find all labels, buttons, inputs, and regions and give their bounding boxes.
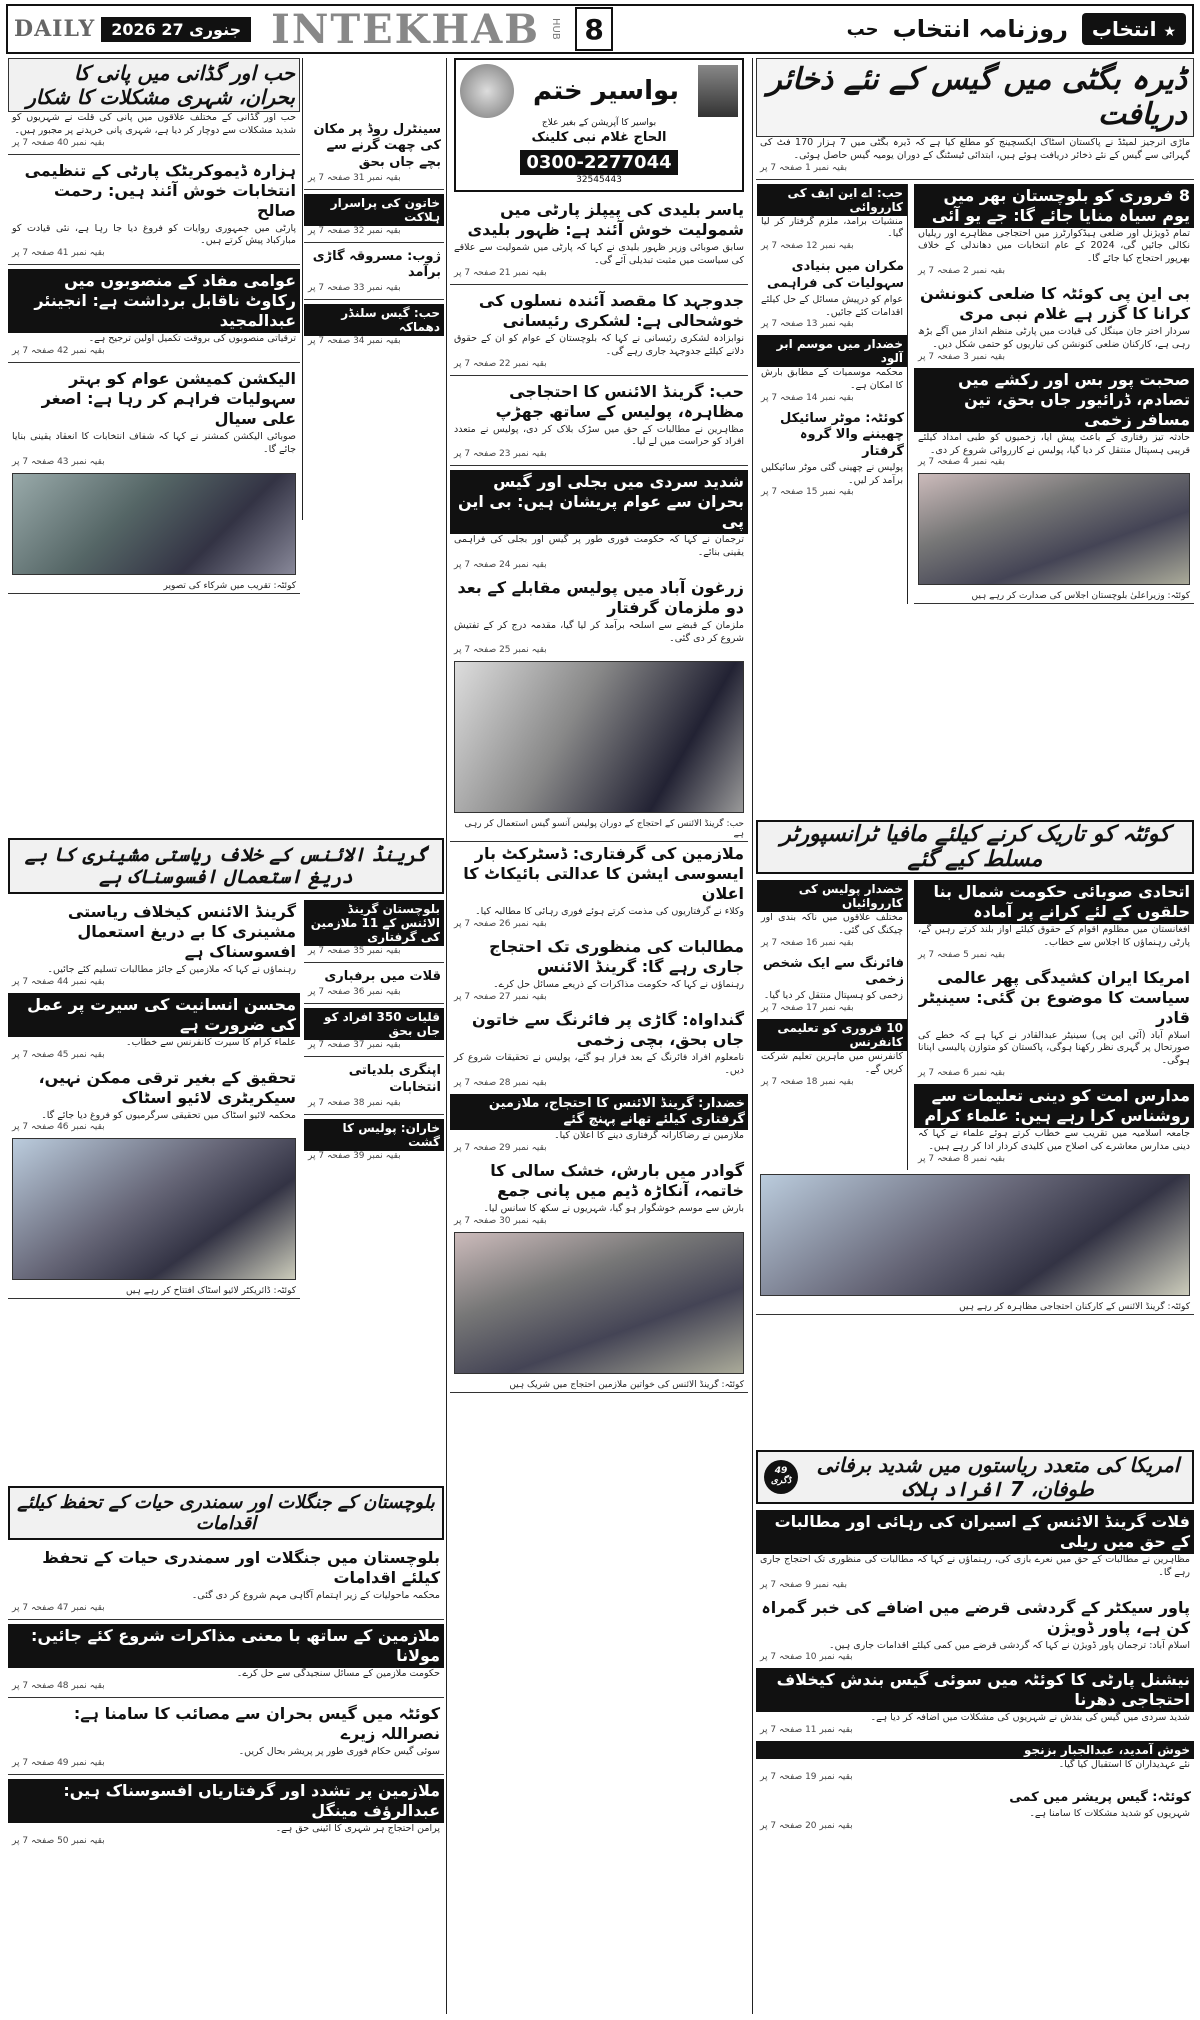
story-body: صوبائی الیکشن کمشنر نے کہا کہ شفاف انتخابات کا انعقاد یقینی بنایا جائے گا۔: [12, 431, 296, 455]
lion-logo-icon: [460, 64, 514, 118]
continued-note: بقیہ نمبر 43 صفحہ 7 پر: [12, 456, 105, 467]
brief-headline: بلوچستان گرینڈ الائنس کے 11 ملازمین کی گرفتاری: [304, 900, 444, 946]
continued-note: بقیہ نمبر 17 صفحہ 7 پر: [761, 1002, 854, 1013]
story-body: ملزمان کے قبضے سے اسلحہ برآمد کر لیا گیا، مقدمہ درج کر کے تفتیش شروع کر دی گئی۔: [454, 619, 744, 644]
story-body: شدید سردی میں گیس کی بندش نے شہریوں کی مشکلات میں اضافہ کر دیا ہے۔: [870, 1712, 1190, 1724]
continued-note: بقیہ نمبر 9 صفحہ 7 پر: [760, 1579, 847, 1590]
lead-headline: ڈیرہ بگٹی میں گیس کے نئے ذخائر دریافت: [756, 58, 1194, 137]
story-headline: ملازمین کے ساتھ با معنی مذاکرات شروع کئے جائیں: مولانا: [8, 1624, 444, 1668]
brief-body: نئے عہدیداران کا استقبال کیا گیا۔: [1058, 1759, 1190, 1771]
separator: [450, 375, 748, 376]
ad-line: بواسیر کا آپریشن کے بغیر علاج: [541, 118, 657, 128]
brief: [304, 1008, 444, 1050]
story-body: مظاہرین نے مطالبات کے حق میں نعرے بازی کی، رہنماؤں نے کہا کہ مطالبات کی منظوری تک احتجاج جاری رہے گا۔: [760, 1554, 1190, 1578]
story-headline: بلوچستان میں جنگلات اور سمندری حیات کے تحفظ کیلئے اقدامات: [42, 1548, 440, 1587]
ad-phone2: 32545443: [576, 174, 622, 185]
masthead-urdu: [847, 13, 1192, 45]
news-photo: [12, 1138, 296, 1280]
story-body: وکلاء نے گرفتاریوں کی مذمت کرتے ہوئے فوری رہائی کا مطالبہ کیا۔: [475, 906, 744, 918]
separator: [756, 179, 1194, 180]
story-headline: 8 فروری کو بلوچستان بھر میں یوم سیاہ منایا جائے گا: جے یو آئی: [914, 184, 1194, 228]
banner-america: [756, 1450, 1194, 1504]
continued-note: بقیہ نمبر 23 صفحہ 7 پر: [454, 449, 547, 460]
brief-headline: حب: اے این ایف کی کارروائی: [757, 184, 907, 216]
continued-note: بقیہ نمبر 40 صفحہ 7 پر: [12, 137, 105, 148]
separator: [304, 962, 444, 963]
brief: [757, 184, 907, 252]
clinic-advertisement: [454, 58, 744, 192]
banner-grand-alliance: [8, 838, 444, 894]
story-headline: صحبت پور بس اور رکشے میں تصادم، ڈرائیور جاں بحق، تین مسافر زخمی: [914, 368, 1194, 432]
photo-caption: کوئٹہ: ڈائریکٹر لائیو اسٹاک افتتاح کر رہے ہیں: [8, 1284, 300, 1299]
continued-note: بقیہ نمبر 19 صفحہ 7 پر: [760, 1772, 853, 1783]
left-column-bottom: [8, 1546, 444, 2014]
story-body: ترقیاتی منصوبوں کی بروقت تکمیل اولین ترجیح ہے۔: [88, 333, 296, 345]
brief: [757, 1019, 907, 1087]
continued-note: بقیہ نمبر 37 صفحہ 7 پر: [308, 1040, 401, 1051]
brief: [757, 257, 907, 329]
column-divider: [302, 58, 303, 520]
story-body: مظاہرین نے مطالبات کے حق میں سڑک بلاک کر دی، پولیس نے متعدد افراد کو حراست میں لے لیا۔: [454, 423, 744, 448]
story: [450, 1008, 748, 1088]
story: [8, 1779, 444, 1846]
brief: [757, 954, 907, 1013]
masthead-date: 2026 جنوری 27: [101, 17, 251, 42]
column-divider: [752, 58, 753, 2014]
photo-caption: حب: گرینڈ الائنس کے احتجاج کے دوران پولیس آنسو گیس استعمال کر رہی ہے: [450, 817, 748, 842]
continued-note: بقیہ نمبر 21 صفحہ 7 پر: [454, 267, 547, 278]
story-body: ترجمان نے کہا کہ حکومت فوری طور پر گیس اور بجلی کی فراہمی یقینی بنائے۔: [454, 534, 744, 558]
continued-note: بقیہ نمبر 5 صفحہ 7 پر: [918, 949, 1005, 960]
brief: [757, 335, 907, 403]
continued-note: بقیہ نمبر 48 صفحہ 7 پر: [12, 1680, 105, 1691]
left-narrow-column: [304, 120, 444, 830]
separator: [450, 465, 748, 466]
separator: [304, 242, 444, 243]
ad-phone[interactable]: 0300-2277044: [520, 150, 677, 175]
brief: [304, 1119, 444, 1161]
doctor-portrait: [698, 65, 738, 117]
story-body: رہنماؤں نے کہا کہ ملازمین کے جائز مطالبات تسلیم کئے جائیں۔: [47, 964, 296, 975]
continued-note: بقیہ نمبر 6 صفحہ 7 پر: [918, 1068, 1005, 1079]
story: [756, 1668, 1194, 1735]
separator: [304, 299, 444, 300]
continued-note: بقیہ نمبر 15 صفحہ 7 پر: [761, 487, 854, 498]
right-column: [756, 58, 1194, 818]
story: [450, 289, 748, 369]
separator: [8, 1774, 444, 1775]
banner-grand-text: گرینڈ الائنس کے خلاف ریاستی مشینری کا بے دریغ استعمال افسوسناک ہے: [24, 844, 428, 888]
brief-headline: حب: گیس سلنڈر دھماکہ: [304, 304, 444, 336]
continued-note: بقیہ نمبر 1 صفحہ 7 پر: [760, 162, 847, 173]
continued-note: بقیہ نمبر 13 صفحہ 7 پر: [761, 319, 854, 330]
photo-caption: کوئٹہ: گرینڈ الائنس کے کارکنان احتجاجی مظاہرہ کر رہے ہیں: [756, 1300, 1194, 1315]
story-headline: یاسر بلیدی کی پیپلز پارٹی میں شمولیت خوش آئند ہے: ظہور بلیدی: [467, 200, 744, 240]
story-body: پرامن احتجاج ہر شہری کا آئینی حق ہے۔: [275, 1823, 440, 1835]
story-body: حکومت ملازمین کے مسائل سنجیدگی سے حل کرے۔: [236, 1667, 440, 1679]
brief-headline: سینٹرل روڈ پر مکان کی چھت گرنے سے بچے جاں بحق: [313, 122, 441, 170]
story: [914, 880, 1194, 960]
story-headline: ہزارہ ڈیموکریٹک پارٹی کے تنظیمی انتخابات خوش آئند ہیں: رحمت صالح: [24, 160, 296, 220]
brief-body: مختلف علاقوں میں ناکہ بندی اور چیکنگ کی گئی۔: [761, 912, 903, 936]
story-headline: محسن انسانیت کی سیرت پر عمل کی ضرورت ہے: [8, 993, 300, 1037]
story-headline: ملازمین پر تشدد اور گرفتاریاں افسوسناک ہیں: عبدالرؤف مینگل: [8, 1779, 444, 1823]
story-body: اسلام آباد: ترجمان پاور ڈویژن نے کہا کہ گردشی قرضے میں کمی کیلئے اقدامات جاری ہیں۔: [829, 1639, 1190, 1651]
continued-note: بقیہ نمبر 14 صفحہ 7 پر: [761, 393, 854, 403]
continued-note: بقیہ نمبر 30 صفحہ 7 پر: [454, 1215, 547, 1226]
news-photo: [760, 1174, 1190, 1296]
continued-note: بقیہ نمبر 41 صفحہ 7 پر: [12, 248, 105, 259]
story-headline: کوئٹہ میں گیس بحران سے مصائب کا سامنا ہے: نصراللہ زیرے: [73, 1703, 440, 1743]
story: [8, 159, 300, 259]
brief: [304, 967, 444, 997]
banner-america-text: امریکا کی متعدد ریاستوں میں شدید برفانی طوفان، 7 افراد ہلاک: [816, 1453, 1180, 1501]
continued-note: بقیہ نمبر 50 صفحہ 7 پر: [12, 1836, 105, 1847]
continued-note: بقیہ نمبر 44 صفحہ 7 پر: [12, 976, 105, 987]
masthead-logo-text: انتخاب: [1091, 17, 1157, 41]
star-icon: ★: [1163, 24, 1176, 40]
photo-caption: کوئٹہ: گرینڈ الائنس کی خواتین ملازمین احتجاج میں شریک ہیں: [450, 1378, 748, 1393]
story: [450, 198, 748, 278]
story: [8, 993, 300, 1060]
brief: [304, 900, 444, 956]
brief-body: زخمی کو ہسپتال منتقل کر دیا گیا۔: [763, 990, 903, 1002]
story-body: محکمہ لائیو اسٹاک میں تحقیقی سرگرمیوں کو فروغ دیا جائے گا۔: [41, 1109, 296, 1121]
brief-headline: اپنگری بلدیاتی انتخابات: [348, 1063, 441, 1095]
story: [914, 1084, 1194, 1164]
story-headline: گنداواہ: گاڑی پر فائرنگ سے خاتون جاں بحق، بچی زخمی: [472, 1010, 744, 1050]
brief: [756, 1788, 1194, 1831]
photo-caption: کوئٹہ: تقریب میں شرکاء کی تصویر: [8, 579, 300, 594]
ad-title: بواسیر ختم: [532, 76, 680, 106]
masthead: [6, 4, 1194, 54]
continued-note: بقیہ نمبر 27 صفحہ 7 پر: [454, 992, 547, 1003]
right-lower-split: [756, 880, 1194, 1170]
separator: [304, 1003, 444, 1004]
middle-column: [450, 58, 748, 2014]
story: [8, 1624, 444, 1691]
continued-note: بقیہ نمبر 3 صفحہ 7 پر: [918, 351, 1005, 362]
banner-balochistan: [8, 1486, 444, 1540]
story-body: بارش سے موسم خوشگوار ہو گیا، شہریوں نے سکھ کا سانس لیا۔: [483, 1202, 744, 1214]
story-headline: پاور سیکٹر کے گردشی قرضے میں اضافے کی خبر گمراہ کن ہے، پاور ڈویژن: [761, 1597, 1190, 1637]
brief-body: شہریوں کو شدید مشکلات کا سامنا ہے۔: [1029, 1808, 1190, 1820]
banner-quetta: [756, 820, 1194, 874]
story-body: نوابزادہ لشکری رئیسانی نے کہا کہ بلوچستان کے عوام کو ان کے حقوق دلانے کیلئے جدوجہد جاری رہے گی۔: [454, 332, 744, 357]
story-body: نامعلوم افراد فائرنگ کے بعد فرار ہو گئے، پولیس نے تحقیقات شروع کر دیں۔: [454, 1052, 744, 1076]
separator: [450, 284, 748, 285]
story: [8, 1066, 300, 1133]
story: [450, 470, 748, 570]
story-headline: مطالبات کی منظوری تک احتجاج جاری رہے گا: گرینڈ الائنس: [489, 937, 744, 977]
right-column-bottom: [756, 1510, 1194, 2014]
left-column: [8, 58, 300, 838]
story: [914, 966, 1194, 1078]
story: [8, 1546, 444, 1613]
news-photo: [454, 1232, 744, 1374]
brief: [304, 247, 444, 294]
brief-body: محکمہ موسمیات کے مطابق بارش کا امکان ہے۔: [761, 367, 903, 392]
continued-note: بقیہ نمبر 4 صفحہ 7 پر: [918, 457, 1005, 468]
story-headline: جدوجہد کا مقصد آئندہ نسلوں کی خوشحالی ہے: لشکری رئیسانی: [478, 290, 744, 330]
left-narrow-column-mid: [304, 900, 444, 1480]
continued-note: بقیہ نمبر 25 صفحہ 7 پر: [454, 645, 547, 656]
brief-headline: خاران: پولیس کا گشت: [304, 1119, 444, 1151]
brief-headline: قلیات 350 افراد کو جاں بحق: [304, 1008, 444, 1040]
separator: [304, 1056, 444, 1057]
story: [914, 184, 1194, 276]
continued-note: بقیہ نمبر 32 صفحہ 7 پر: [308, 225, 401, 236]
separator: [8, 154, 300, 155]
continued-note: بقیہ نمبر 33 صفحہ 7 پر: [308, 283, 401, 294]
continued-note: بقیہ نمبر 24 صفحہ 7 پر: [454, 559, 547, 570]
continued-note: بقیہ نمبر 29 صفحہ 7 پر: [454, 1142, 547, 1153]
brief: [757, 409, 907, 497]
continued-note: بقیہ نمبر 36 صفحہ 7 پر: [308, 987, 401, 998]
story-headline: مدارس امت کو دینی تعلیمات سے روشناس کرا رہے ہیں: علماء کرام: [914, 1084, 1194, 1128]
separator: [304, 189, 444, 190]
story-body: سوئی گیس حکام فوری طور پر پریشر بحال کریں۔: [238, 1745, 440, 1757]
brief-headline: خاتون کی پراسرار ہلاکت: [304, 194, 444, 226]
continued-note: بقیہ نمبر 28 صفحہ 7 پر: [454, 1077, 547, 1088]
temperature-badge: 49 ڈگری: [764, 1460, 798, 1494]
story-body: علماء کرام کا سیرت کانفرنس سے خطاب۔: [126, 1036, 296, 1048]
separator: [304, 1114, 444, 1115]
page-number: 8: [575, 7, 613, 51]
story-headline: خضدار: گرینڈ الائنس کا احتجاج، ملازمین گرفتاری کیلئے تھانے پہنچ گئے: [450, 1094, 748, 1131]
masthead-logo: [1082, 13, 1186, 45]
continued-note: بقیہ نمبر 20 صفحہ 7 پر: [760, 1821, 853, 1832]
masthead-city: حب: [846, 18, 879, 40]
masthead-hub: HUB: [550, 18, 562, 40]
story-headline: زرغون آباد میں پولیس مقابلے کے بعد دو ملزمان گرفتار: [457, 577, 744, 617]
masthead-urdu-title: روزنامہ انتخاب: [892, 15, 1068, 43]
story-body: ملازمین نے رضاکارانہ گرفتاری دینے کا اعلان کیا۔: [554, 1130, 744, 1142]
continued-note: بقیہ نمبر 2 صفحہ 7 پر: [918, 266, 1005, 277]
banner-balochistan-text: بلوچستان کے جنگلات اور سمندری حیات کے تحفظ کیلئے اقدامات: [17, 1492, 435, 1534]
brief: [304, 120, 444, 183]
story-headline: تحقیق کے بغیر ترقی ممکن نہیں، سیکریٹری لائیو اسٹاک: [38, 1067, 296, 1107]
story: [450, 842, 748, 929]
brief: [304, 194, 444, 236]
brief: [757, 880, 907, 948]
story-lead-left: [8, 58, 300, 148]
story-lead: [756, 58, 1194, 173]
continued-note: بقیہ نمبر 31 صفحہ 7 پر: [308, 172, 401, 183]
story: [756, 1510, 1194, 1590]
separator: [8, 362, 300, 363]
continued-note: بقیہ نمبر 45 صفحہ 7 پر: [12, 1049, 105, 1060]
story-body: رہنماؤں نے کہا کہ حکومت مذاکرات کے ذریعے مسائل حل کرے۔: [493, 979, 744, 991]
story: [756, 1596, 1194, 1663]
story-headline: نیشنل پارٹی کا کوئٹہ میں سوئی گیس بندش کیخلاف احتجاجی دھرنا: [756, 1668, 1194, 1712]
continued-note: بقیہ نمبر 38 صفحہ 7 پر: [308, 1097, 401, 1108]
continued-note: بقیہ نمبر 16 صفحہ 7 پر: [761, 937, 854, 948]
brief-headline: خضدار پولیس کی کارروائیاں: [757, 880, 907, 912]
story: [450, 935, 748, 1002]
story-headline: فلات گرینڈ الائنس کے اسیران کی رہائی اور مطالبات کے حق میں ریلی: [756, 1510, 1194, 1554]
story-body: ماڑی انرجیز لمیٹڈ نے پاکستان اسٹاک ایکسچینج کو مطلع کیا ہے کہ ڈیرہ بگٹی میں 7 ہزار 170 فٹ کی گہرائی سے گیس کے نئے ذخائر دریافت ہوئے ہیں، ابتدائی ٹیسٹنگ کے دوران یومیہ گیس حاصل ہوئی۔: [760, 137, 1190, 161]
brief-headline: مکران میں بنیادی سہولیات کی فراہمی: [767, 259, 904, 291]
story-headline: گرینڈ الائنس کیخلاف ریاستی مشینری کا بے دریغ استعمال افسوسناک ہے: [67, 902, 296, 961]
news-photo: [12, 473, 296, 575]
right-main-stories: [914, 184, 1194, 605]
continued-note: بقیہ نمبر 12 صفحہ 7 پر: [761, 241, 854, 252]
story-headline: الیکشن کمیشن عوام کو بہتر سہولیات فراہم کر رہا ہے: اصغر علی سیال: [41, 369, 296, 429]
brief-body: پولیس نے چھینی گئی موٹر سائیکلیں برآمد کر لیں۔: [761, 461, 903, 486]
brief-headline: کوئٹہ: گیس پریشر میں کمی: [1009, 1790, 1191, 1806]
continued-note: بقیہ نمبر 39 صفحہ 7 پر: [308, 1150, 401, 1161]
continued-note: بقیہ نمبر 8 صفحہ 7 پر: [918, 1153, 1005, 1164]
story-headline: امریکا ایران کشیدگی پھر عالمی سیاست کا موضوع بن گئی: سینیٹر قادر: [918, 967, 1190, 1027]
continued-note: بقیہ نمبر 42 صفحہ 7 پر: [12, 346, 105, 357]
continued-note: بقیہ نمبر 34 صفحہ 7 پر: [308, 336, 401, 347]
brief-body: عوام کو درپیش مسائل کے حل کیلئے اقدامات کئے جائیں۔: [761, 293, 903, 318]
masthead-left: [8, 6, 613, 53]
story: [450, 576, 748, 656]
story: [450, 1159, 748, 1226]
story-headline: شدید سردی میں بجلی اور گیس بحران سے عوام پریشان ہیں: بی این پی: [450, 470, 748, 534]
brief-body: کانفرنس میں ماہرین تعلیم شرکت کریں گے۔: [761, 1050, 903, 1075]
lead-headline: حب اور گڈانی میں پانی کا بحران، شہری مشکلات کا شکار: [8, 58, 300, 112]
masthead-daily: DAILY: [14, 16, 96, 42]
right-split: [756, 184, 1194, 605]
separator: [8, 264, 300, 265]
brief-headline: 10 فروری کو تعلیمی کانفرنس: [757, 1019, 907, 1051]
left-column-mid: [8, 900, 300, 1480]
right-lower-main: [914, 880, 1194, 1170]
brief-body: منشیات برآمد، ملزم گرفتار کر لیا گیا۔: [761, 215, 903, 240]
separator: [8, 1697, 444, 1698]
story-body: حب اور گڈانی کے مختلف علاقوں میں پانی کی قلت نے شہریوں کو شدید مشکلات سے دوچار کر دیا ہے، شہری پانی خریدنے پر مجبور ہیں۔: [12, 112, 296, 136]
story-body: پارٹی میں جمہوری روایات کو فروغ دیا جا رہا ہے، نئی قیادت کو مبارکباد پیش کرتے ہیں۔: [12, 222, 296, 247]
brief: [304, 1061, 444, 1108]
story-body: اسلام آباد (آئی این پی) سینیٹر عبدالقادر نے کہا ہے کہ خطے کی صورتحال پر گہری نظر رکھنا ہوگی، پاکستان کو متوازن پالیسی اپنانا ہوگی۔: [918, 1029, 1190, 1067]
brief: [304, 304, 444, 346]
story-body: جامعہ اسلامیہ میں تقریب سے خطاب کرتے ہوئے علماء نے کہا کہ دینی مدارس معاشرے کی اصلاح میں کلیدی کردار ادا کر رہے ہیں۔: [918, 1128, 1190, 1152]
story-headline: گوادر میں بارش، خشک سالی کا خاتمہ، آنکاڑہ ڈیم میں پانی جمع: [490, 1160, 744, 1200]
brief-headline: ژوب: مسروقہ گاڑی برآمد: [312, 248, 441, 280]
continued-note: بقیہ نمبر 11 صفحہ 7 پر: [760, 1725, 853, 1736]
ad-header: [460, 64, 738, 118]
story-headline: بی این پی کوئٹہ کا ضلعی کنونشن کرانا کا گزر ہے غلام نبی مری: [919, 284, 1190, 324]
brief-headline: خضدار میں موسم ابر آلود: [757, 335, 907, 367]
news-photo: [918, 473, 1190, 585]
continued-note: بقیہ نمبر 35 صفحہ 7 پر: [308, 946, 401, 956]
continued-note: بقیہ نمبر 26 صفحہ 7 پر: [454, 919, 547, 930]
story-body: افغانستان میں مظلوم اقوام کے حقوق کیلئے آواز بلند کرتے رہیں گے، پارٹی رہنماؤں کا اجلاس سے خطاب۔: [918, 924, 1190, 948]
story-body: محکمہ ماحولیات کے زیر اہتمام آگاہی مہم شروع کر دی گئی۔: [191, 1590, 440, 1601]
story-headline: اتحادی صوبائی حکومت شمال بنا حلقوں کے لئے کرانے پر آمادہ: [914, 880, 1194, 924]
masthead-name: INTEKHAB: [271, 5, 541, 53]
story-headline: ملازمین کی گرفتاری: ڈسٹرکٹ بار ایسوسی ایشن کا عدالتی بائیکاٹ کا اعلان: [463, 844, 744, 904]
story: [450, 1094, 748, 1153]
story: [914, 282, 1194, 362]
continued-note: بقیہ نمبر 49 صفحہ 7 پر: [12, 1758, 105, 1769]
banner-quetta-text: کوئٹہ کو تاریک کرنے کیلئے مافیا ٹرانسپورٹر مسلط کیے گئے: [780, 822, 1170, 872]
brief-headline: کوئٹہ: موٹر سائیکل چھیننے والا گروہ گرفتار: [780, 411, 904, 459]
brief-headline: فائرنگ سے ایک شخص زخمی: [762, 955, 904, 987]
story: [8, 1702, 444, 1769]
story-body: حادثہ تیز رفتاری کے باعث پیش آیا، زخمیوں کو طبی امداد کیلئے قریبی ہسپتال منتقل کر دیا گیا، پولیس نے کارروائی شروع کر دی۔: [918, 431, 1190, 456]
continued-note: بقیہ نمبر 18 صفحہ 7 پر: [761, 1076, 854, 1087]
story-body: سابق صوبائی وزیر ظہور بلیدی نے کہا کہ پارٹی میں شمولیت سے علاقے کی سیاست میں مثبت تبدیلی آئے گی۔: [454, 242, 744, 267]
story: [450, 380, 748, 460]
photo-caption: کوئٹہ: وزیراعلیٰ بلوچستان اجلاس کی صدارت کر رہے ہیں: [914, 589, 1194, 604]
story: [914, 368, 1194, 468]
continued-note: بقیہ نمبر 10 صفحہ 7 پر: [760, 1652, 853, 1663]
brief-headline: خوش آمدید، عبدالجبار بزنجو: [756, 1741, 1194, 1759]
right-brief-column: [757, 184, 908, 605]
continued-note: بقیہ نمبر 22 صفحہ 7 پر: [454, 358, 547, 369]
continued-note: بقیہ نمبر 47 صفحہ 7 پر: [12, 1602, 105, 1613]
separator: [8, 1619, 444, 1620]
story-headline: عوامی مفاد کے منصوبوں میں رکاوٹ ناقابل برداشت ہے: انجینئر عبدالمجید: [8, 269, 300, 333]
column-divider: [446, 58, 447, 2014]
right-column-lower: [756, 880, 1194, 1440]
story: [8, 367, 300, 467]
story-body: سردار اختر جان مینگل کی قیادت میں پارٹی منظم انداز میں آگے بڑھ رہی ہے، کارکنان ضلعی کنونشن کی تیاریوں کو حتمی شکل دیں۔: [918, 326, 1190, 350]
story-body: تمام ڈویژنل اور ضلعی ہیڈکوارٹرز میں احتجاجی مظاہرے اور ریلیاں نکالی جائیں گی، 2024 کے عام انتخابات میں دھاندلی کے خلاف بھرپور احتجاج کیا جائے گا۔: [918, 227, 1190, 265]
story: [8, 900, 300, 987]
ad-clinic-name: الحاج غلام نبی کلینک: [531, 129, 667, 145]
story: [8, 269, 300, 356]
story-headline: حب: گرینڈ الائنس کا احتجاجی مظاہرہ، پولیس کے ساتھ جھڑپ: [495, 381, 744, 421]
right-lower-briefs: [757, 880, 908, 1170]
brief: [756, 1741, 1194, 1782]
news-photo: [454, 661, 744, 813]
continued-note: بقیہ نمبر 46 صفحہ 7 پر: [12, 1122, 105, 1133]
brief-headline: قلات میں برفباری: [324, 969, 441, 984]
